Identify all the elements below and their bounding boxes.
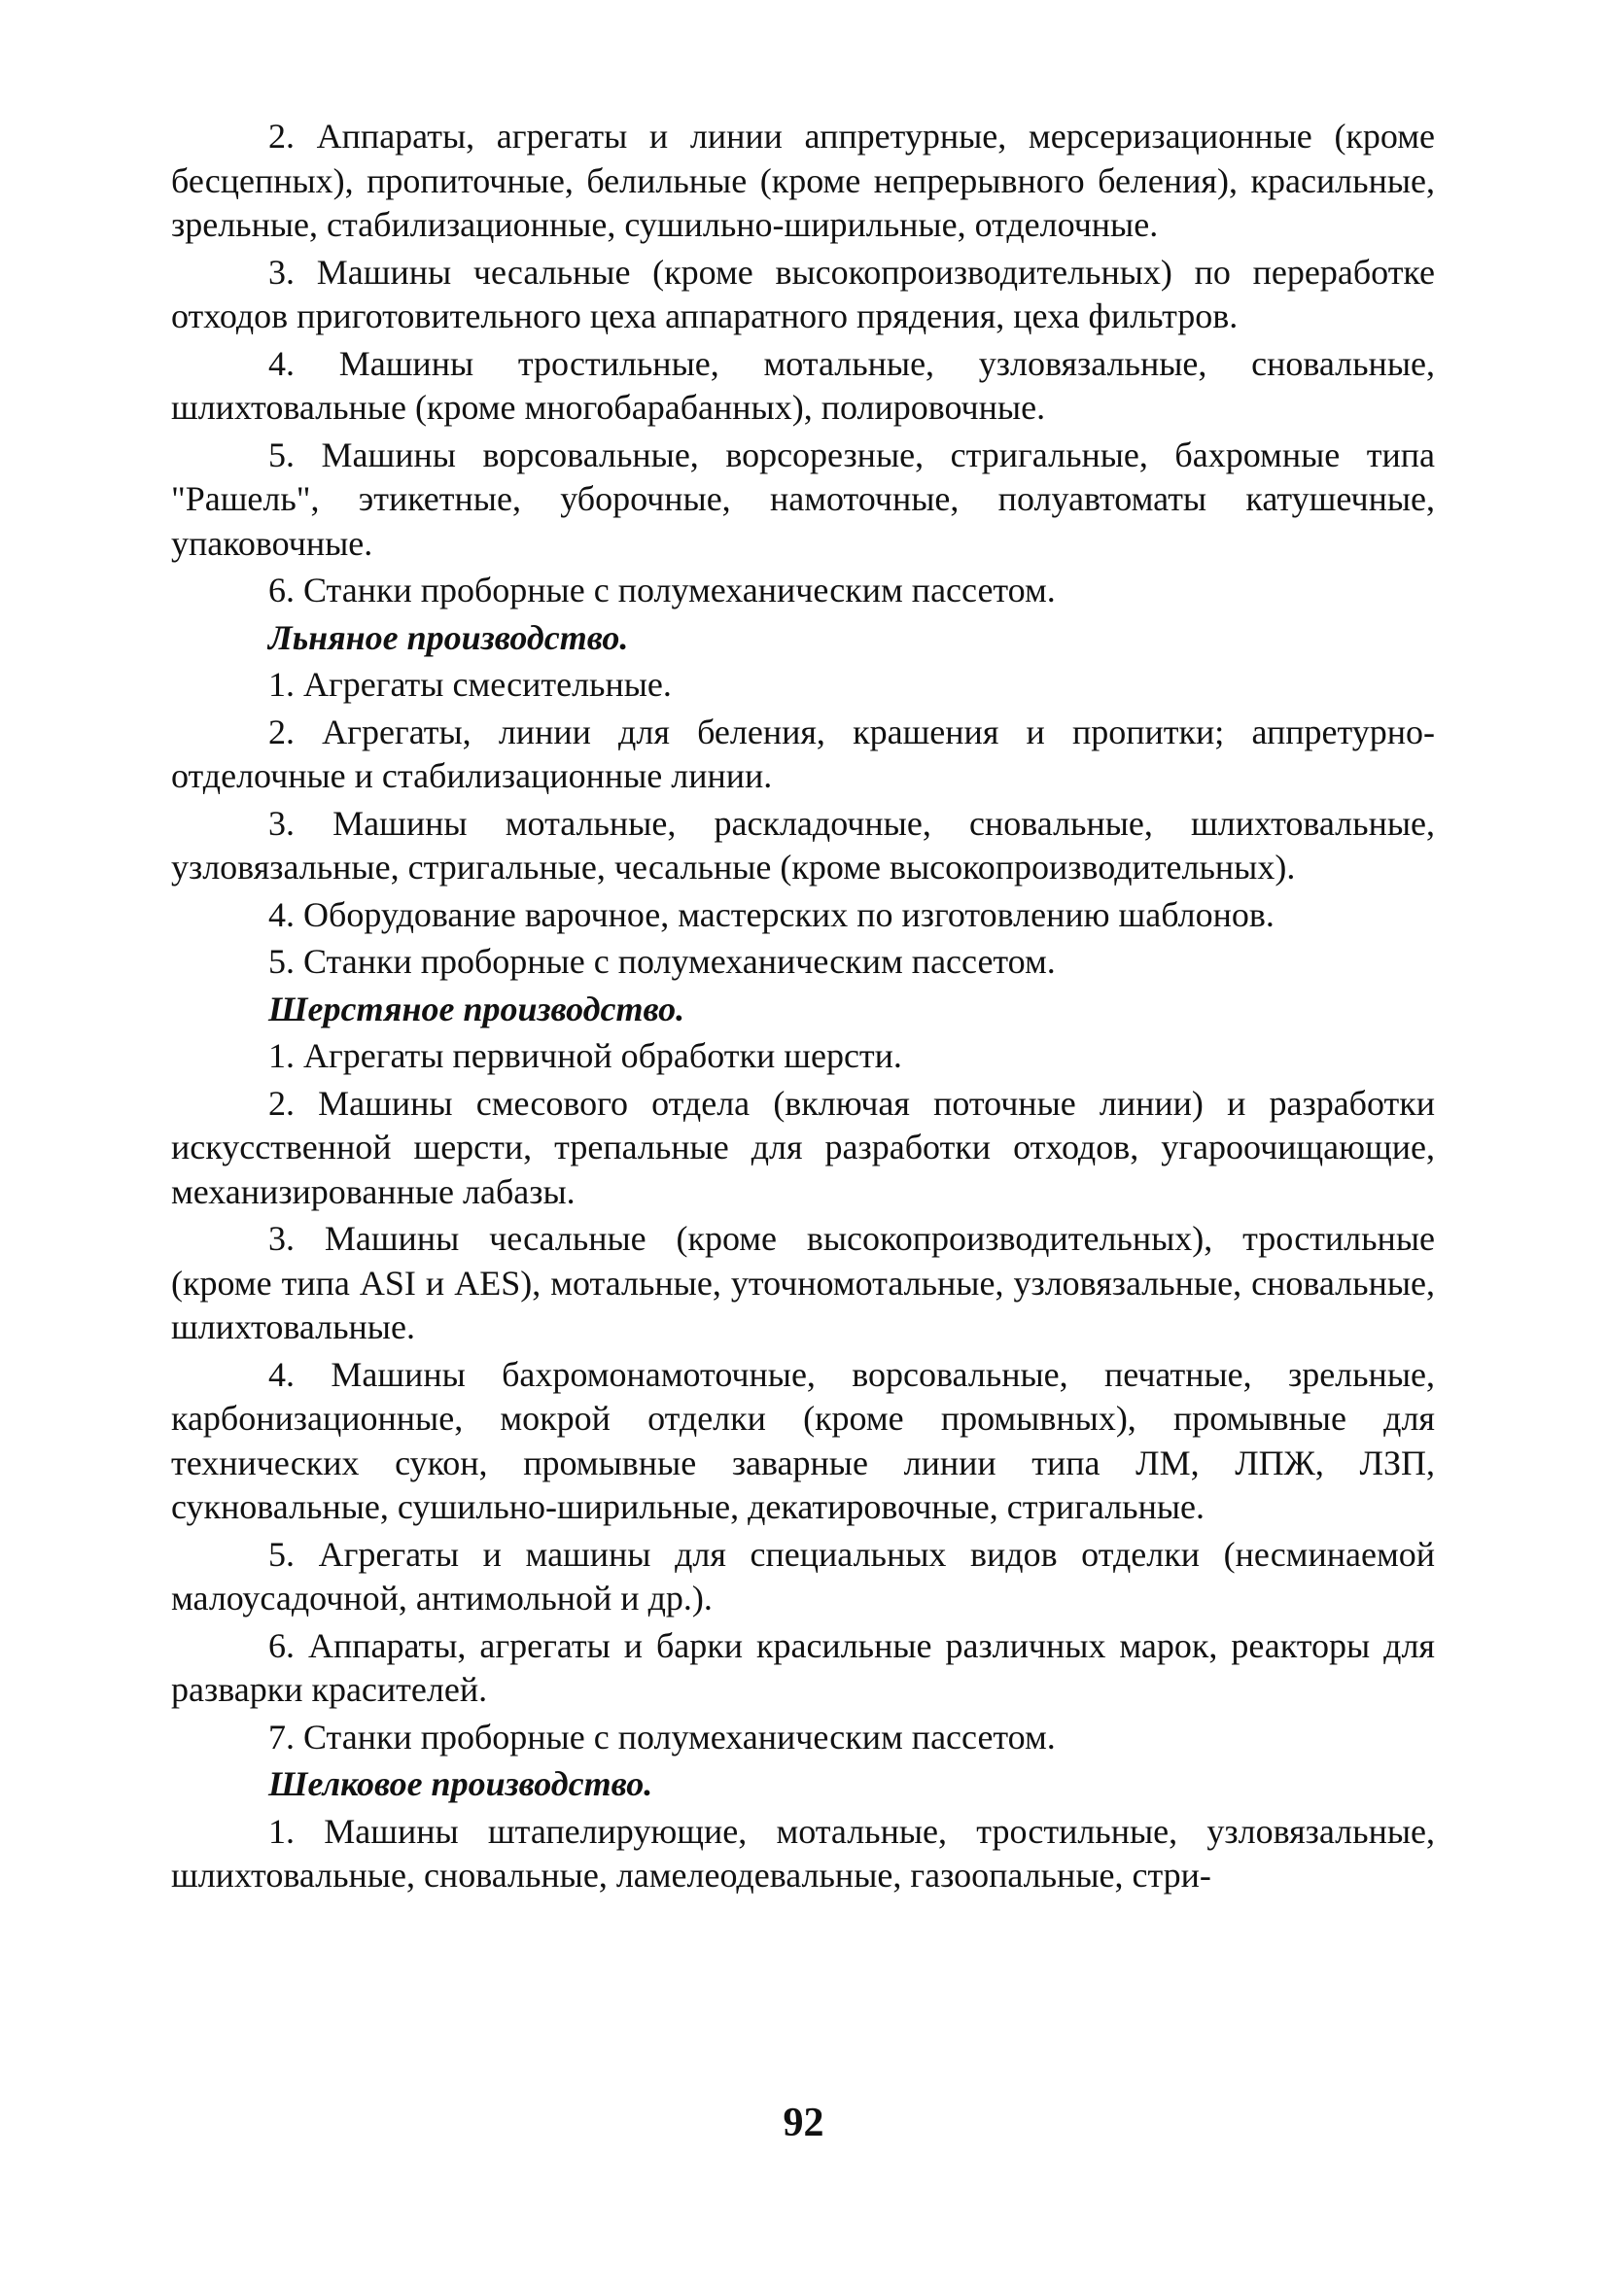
paragraph-item: 5. Машины ворсовальные, ворсорезные, стригальные, бахромные типа "Рашель", этикетные, уборочные, намоточные, полуавтоматы катушечные, упаковочные.: [171, 435, 1435, 563]
section-heading-wool: Шерстяное производство.: [268, 989, 685, 1028]
paragraph-item: 2. Аппараты, агрегаты и линии аппретурные, мерсеризационные (кроме бесцепных), пропиточные, белильные (кроме непрерывного беления), красильные, зрельные, стабилизационные, сушильно-ширильные, отделочные.: [171, 117, 1435, 244]
page-body: [171, 115, 1435, 1901]
paragraph-item: 5. Станки проборные с полумеханическим пассетом.: [268, 942, 1056, 981]
paragraph-item: 1. Агрегаты смесительные.: [268, 665, 672, 704]
paragraph-item: 4. Машины бахромонамоточные, ворсовальные, печатные, зрельные, карбонизационные, мокрой отделки (кроме промывных), промывные для технических сукон, промывные заварные линии типа ЛМ, ЛПЖ, ЛЗП, сукновальные, сушильно-ширильные, декатировочные, стригальные.: [171, 1354, 1435, 1526]
paragraph-item: 1. Машины штапелирующие, мотальные, тростильные, узловязальные, шлихтовальные, сновальные, ламелеодевальные, газоопальные, стри-: [171, 1811, 1435, 1895]
paragraph-item: 3. Машины мотальные, раскладочные, сновальные, шлихтовальные, узловязальные, стригальные, чесальные (кроме высокопроизводительных).: [171, 803, 1435, 887]
paragraph-item: 7. Станки проборные с полумеханическим пассетом.: [268, 1717, 1056, 1757]
paragraph-item: 4. Оборудование варочное, мастерских по изготовлению шаблонов.: [268, 894, 1275, 934]
paragraph-item: 3. Машины чесальные (кроме высокопроизводительных), тростильные (кроме типа ASI и AES), мотальные, уточномотальные, узловязальные, сновальные, шлихтовальные.: [171, 1219, 1435, 1346]
paragraph-item: 4. Машины тростильные, мотальные, узловязальные, сновальные, шлихтовальные (кроме многобарабанных), полировочные.: [171, 343, 1435, 427]
section-heading-silk: Шелковое производство.: [268, 1764, 653, 1803]
paragraph-item: 2. Машины смесового отдела (включая поточные линии) и разработки искусственной шерсти, трепальные для разработки отходов, угароочищающие, механизированные лабазы.: [171, 1083, 1435, 1211]
paragraph-item: 6. Станки проборные с полумеханическим пассетом.: [268, 571, 1056, 609]
paragraph-item: 2. Агрегаты, линии для беления, крашения и пропитки; аппретурно-отделочные и стабилизационные линии.: [171, 712, 1435, 795]
page-number: 92: [783, 2101, 824, 2145]
section-heading-linen: Льняное производство.: [268, 617, 629, 657]
paragraph-item: 3. Машины чесальные (кроме высокопроизводительных) по переработке отходов приготовительного цеха аппаратного прядения, цеха фильтров.: [171, 252, 1435, 335]
paragraph-item: 1. Агрегаты первичной обработки шерсти.: [268, 1036, 902, 1075]
paragraph-item: 6. Аппараты, агрегаты и барки красильные различных марок, реакторы для разварки красителей.: [171, 1625, 1435, 1709]
paragraph-item: 5. Агрегаты и машины для специальных видов отделки (несминаемой малоусадочной, антимольной и др.).: [171, 1534, 1435, 1618]
